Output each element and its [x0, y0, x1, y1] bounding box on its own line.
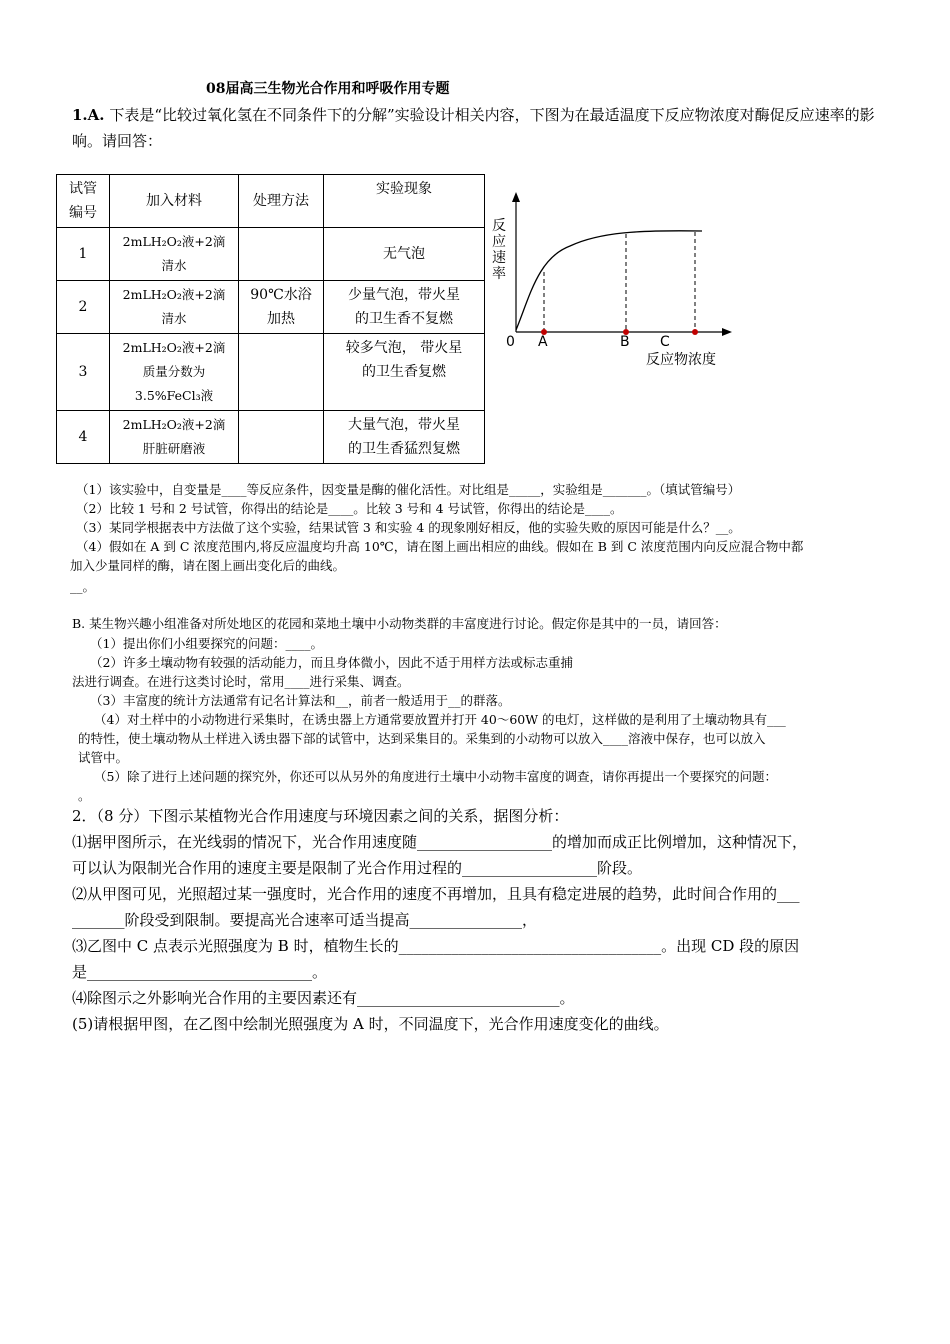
question-1a-number: 1.A. [72, 106, 105, 124]
q2-line: ⑵从甲图可见，光照超过某一强度时，光合作用的速度不再增加，且具有稳定进展的趋势，此时间合作用的___ [72, 885, 800, 903]
y-label-char: 率 [492, 266, 506, 282]
q1-subquestion: 加入少量同样的酶，请在图上画出变化后的曲线。 [70, 558, 346, 573]
row-2-phenomenon-line-2: 的卫生香不复燃 [355, 311, 453, 327]
row-1-material [110, 228, 239, 281]
row-4-phenomenon-line-1: 大量气泡，带火星 [348, 417, 460, 433]
header-tube-id [57, 175, 110, 228]
experiment-table [56, 174, 485, 464]
question-1a-text: 下表是“比较过氧化氢在不同条件下的分解”实验设计相关内容，下图为在最适温度下反应物浓度对酶促反应速率的影响。请回答： [72, 106, 875, 150]
header-tube-line-1: 试管 [69, 181, 97, 197]
q1-subquestion: （4）假如在 A 到 C 浓度范围内,将反应温度均升高 10℃，请在图上画出相应的曲线。假如在 B 到 C 浓度范围内向反应混合物中都 [76, 539, 804, 554]
row-4-phenomenon-line-2: 的卫生香猛烈复燃 [348, 441, 460, 457]
row-3-material-line-2: 质量分数为 [142, 364, 206, 379]
row-2-treatment [239, 281, 324, 334]
x-marker-a: A [538, 334, 548, 350]
q1b-intro: B. 某生物兴趣小组准备对所处地区的花园和菜地土壤中小动物类群的丰富度进行讨论。假定你是其中的一员，请回答： [72, 616, 727, 631]
header-tube-line-2: 编号 [69, 205, 97, 221]
row-1-treatment [239, 228, 324, 281]
q1b-line: （3）丰富度的统计方法通常有记名计算法和__，前者一般适用于__的群落。 [90, 693, 511, 708]
y-axis-arrow [512, 192, 520, 202]
q2-intro: 2．（8 分）下图示某植物光合作用速度与环境因素之间的关系，据图分析： [72, 807, 569, 825]
point-c [692, 329, 698, 335]
q1b-line: 法进行调查。在进行这类讨论时，常用____进行采集、调查。 [72, 674, 410, 689]
page-title: 08届高三生物光合作用和呼吸作用专题 [206, 81, 450, 97]
row-3-phenomenon [324, 334, 485, 411]
row-3-material [110, 334, 239, 411]
q2-line: ⑷除图示之外影响光合作用的主要因素还有___________________________。 [72, 989, 575, 1007]
q2-line: (5)请根据甲图，在乙图中绘制光照强度为 A 时，不同温度下，光合作用速度变化的曲线。 [72, 1015, 669, 1033]
row-1-material-line-1: 2mLH₂O₂液+2滴 [122, 234, 226, 249]
row-2-material-line-1: 2mLH₂O₂液+2滴 [122, 287, 226, 302]
x-axis-arrow [722, 328, 732, 336]
row-3-treatment [239, 334, 324, 411]
row-4-material-line-2: 肝脏研磨液 [142, 441, 206, 456]
row-4-id: 4 [57, 411, 110, 464]
row-1-material-line-2: 清水 [161, 258, 187, 273]
row-1-phenomenon: 无气泡 [324, 228, 485, 281]
table-row [57, 281, 485, 334]
row-2-material-line-2: 清水 [161, 311, 187, 326]
row-3-phenomenon-line-2: 的卫生香复燃 [362, 364, 446, 380]
x-marker-b: B [620, 334, 630, 350]
q2-line: 可以认为限制光合作用的速度主要是限制了光合作用过程的__________________阶段。 [72, 859, 643, 877]
row-2-treatment-line-1: 90℃水浴 [250, 287, 312, 303]
y-label-char: 速 [492, 250, 506, 266]
row-2-material [110, 281, 239, 334]
row-3-phenomenon-line-1: 较多气泡， 带火星 [345, 340, 463, 356]
table-row [57, 411, 485, 464]
row-2-phenomenon [324, 281, 485, 334]
q1b-line: 试管中。 [78, 750, 129, 765]
row-2-treatment-line-2: 加热 [267, 311, 295, 327]
table-row [57, 334, 485, 411]
x-marker-c: C [660, 334, 670, 350]
x-axis-label: 反应物浓度 [646, 352, 716, 368]
row-3-material-line-1: 2mLH₂O₂液+2滴 [122, 340, 226, 355]
q1-subquestion: __。 [70, 579, 96, 594]
q1-subquestion: （2）比较 1 号和 2 号试管，你得出的结论是____。比较 3 号和 4 号试管，你得出的结论是____。 [76, 501, 623, 516]
q1b-line: 。 [78, 788, 91, 803]
question-1a-intro [72, 102, 892, 154]
header-treatment: 处理方法 [239, 175, 324, 228]
q1b-line: （1）提出你们小组要探究的问题：____。 [90, 636, 323, 651]
q2-line: _______阶段受到限制。要提高光合速率可适当提高_______________， [72, 911, 538, 929]
origin-label: 0 [506, 334, 515, 350]
header-material: 加入材料 [110, 175, 239, 228]
row-4-material [110, 411, 239, 464]
row-2-id: 2 [57, 281, 110, 334]
q1b-line: （2）许多土壤动物有较强的活动能力，而且身体微小，因此不适于用样方法或标志重捕 [90, 655, 573, 670]
reaction-rate-chart [490, 186, 750, 376]
y-label-char: 反 [492, 218, 506, 234]
q2-line: ⑴据甲图所示，在光线弱的情况下，光合作用速度随__________________的增加而成正比例增加，这种情况下， [72, 833, 808, 851]
y-label-char: 应 [492, 234, 506, 250]
q2-line: ⑶乙图中 C 点表示光照强度为 B 时，植物生长的___________________________________。出现 CD 段的原因 [72, 937, 800, 955]
row-3-material-line-3: 3.5%FeCl₃液 [134, 388, 214, 403]
q1b-line: 的特性，使土壤动物从土样进入诱虫器下部的试管中，达到采集目的。采集到的小动物可以放入____溶液中保存，也可以放入 [78, 731, 766, 746]
row-4-treatment [239, 411, 324, 464]
row-1-id: 1 [57, 228, 110, 281]
header-phenomenon: 实验现象 [324, 175, 485, 228]
row-4-phenomenon [324, 411, 485, 464]
q1-subquestion: （3）某同学根据表中方法做了这个实验，结果试管 3 和实验 4 的现象刚好相反，他的实验失败的原因可能是什么？__。 [76, 520, 741, 535]
q1b-line: （5）除了进行上述问题的探究外，你还可以从另外的角度进行土壤中小动物丰富度的调查，请你再提出一个要探究的问题： [94, 769, 777, 784]
q1-subquestion: （1）该实验中，自变量是____等反应条件，因变量是酶的催化活性。对比组是_____，实验组是_______。（填试管编号） [76, 482, 741, 497]
row-4-material-line-1: 2mLH₂O₂液+2滴 [122, 417, 226, 432]
table-header-row [57, 175, 485, 228]
q1b-line: （4）对土样中的小动物进行采集时，在诱虫器上方通常要放置并打开 40～60W 的电灯，这样做的是利用了土壤动物具有___ [94, 712, 786, 727]
row-2-phenomenon-line-1: 少量气泡，带火星 [348, 287, 460, 303]
row-3-id: 3 [57, 334, 110, 411]
q2-line: 是______________________________。 [72, 963, 328, 981]
table-row [57, 228, 485, 281]
